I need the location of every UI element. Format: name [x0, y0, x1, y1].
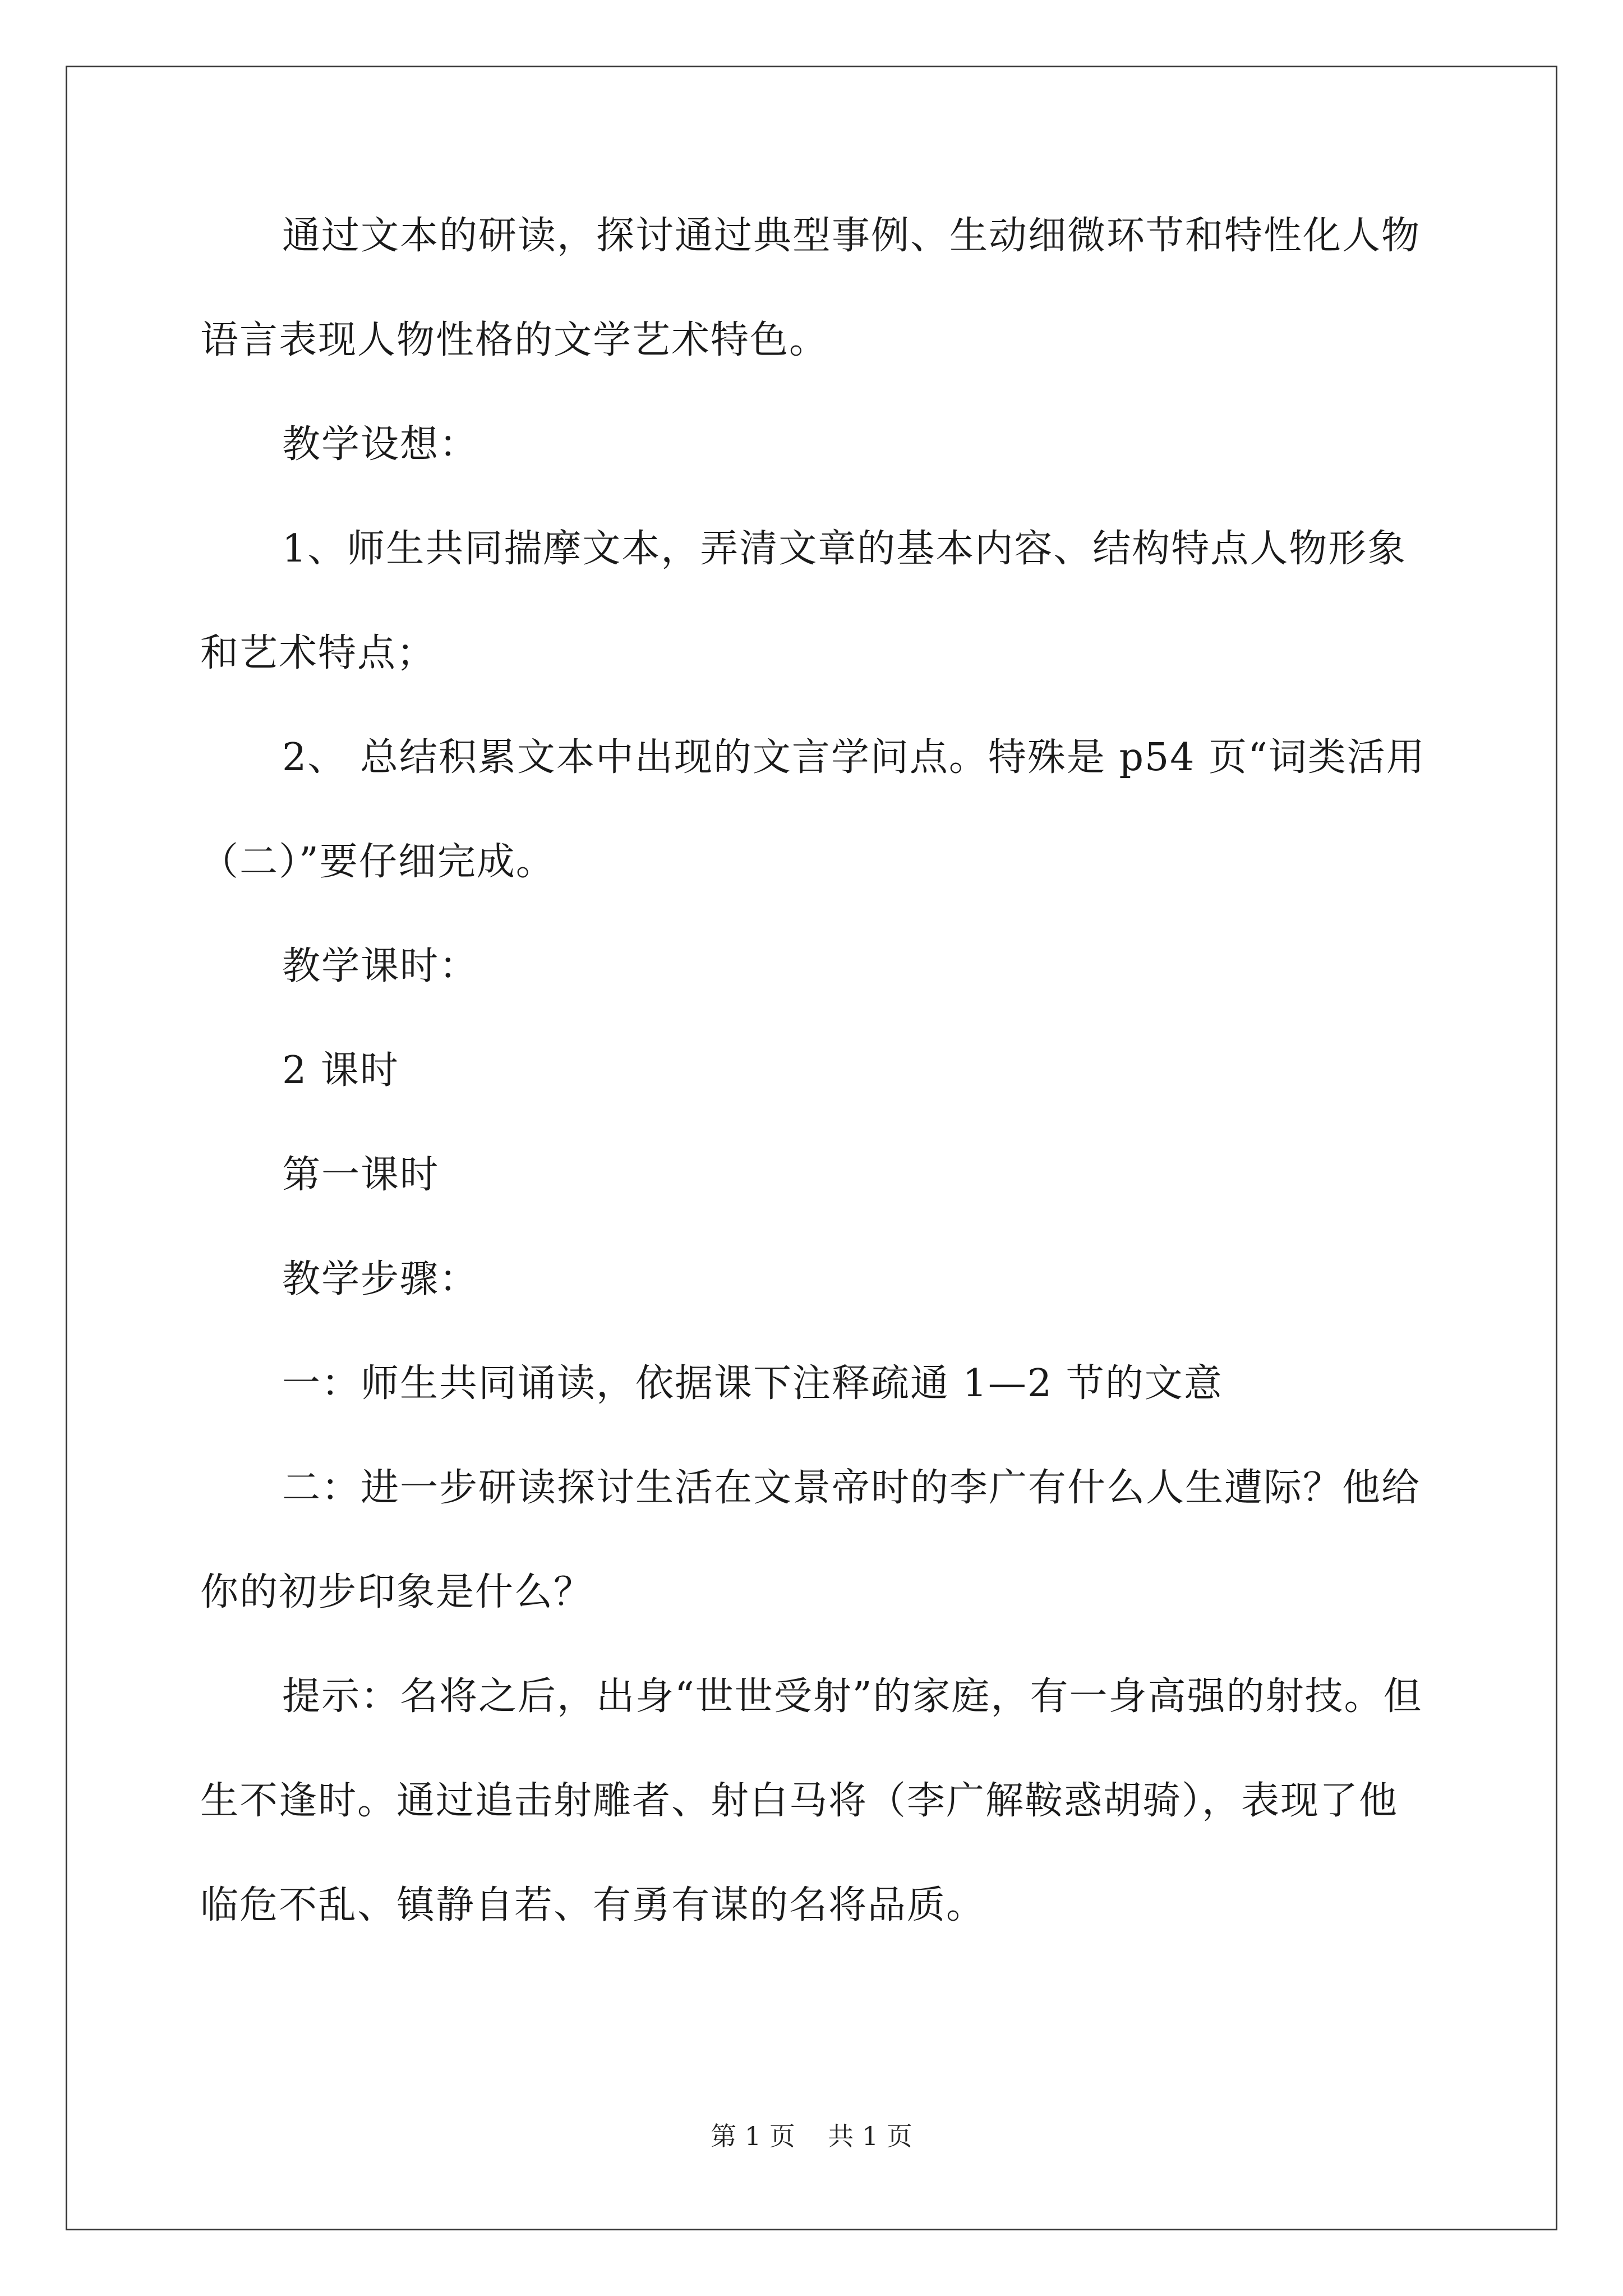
paragraph-design-item-1: 1、师生共同揣摩文本，弄清文章的基本内容、结构特点人物形象和艺术特点；: [200, 527, 1407, 675]
paragraph-hint: 提示：名将之后，出身“世世受射”的家庭，有一身高强的射技。但生不逢时。通过追击射雕者、射白马将（李广解鞍惑胡骑），表现了他临危不乱、镇静自若、有勇有谋的名将品质。: [200, 1674, 1423, 1927]
paragraph-step-1: 一：师生共同诵读，依据课下注释疏通 1—2 节的文意: [282, 1361, 1223, 1406]
paragraph-objective: 通过文本的研读，探讨通过典型事例、生动细微环节和特性化人物语言表现人物性格的文学艺术特色。: [200, 214, 1421, 362]
page-number: 第 1 页: [711, 2121, 795, 2151]
paragraph-class-hours-value: 2 课时: [282, 1048, 399, 1093]
heading-class-hours: 教学课时：: [282, 944, 479, 988]
paragraph-step-2: 二：进一步研读探讨生活在文景帝时的李广有什么人生遭际？他给你的初步印象是什么？: [200, 1466, 1421, 1614]
page-total: 共 1 页: [828, 2121, 912, 2151]
paragraph-design-item-2: 2、 总结积累文本中出现的文言学问点。特殊是 p54 页“词类活用（二）”要仔细完成。: [200, 735, 1426, 884]
heading-first-lesson: 第一课时: [282, 1153, 440, 1197]
heading-teaching-steps: 教学步骤：: [282, 1257, 479, 1301]
heading-teaching-design: 教学设想：: [282, 422, 479, 467]
document-body: [200, 214, 1434, 1958]
page-footer: [0, 2119, 1623, 2153]
